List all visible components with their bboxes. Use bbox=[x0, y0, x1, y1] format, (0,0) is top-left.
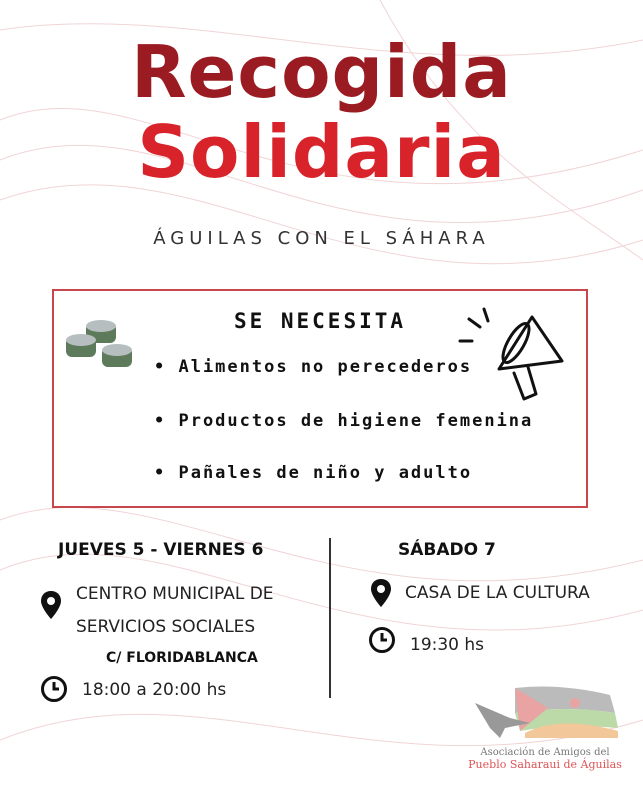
title-line-1: Recogida bbox=[131, 30, 512, 114]
divider bbox=[329, 538, 331, 698]
flag-eagle-logo-icon bbox=[470, 683, 620, 743]
left-place-line-1: CENTRO MUNICIPAL DE bbox=[76, 584, 274, 604]
location-pin-icon bbox=[40, 590, 62, 620]
left-days: JUEVES 5 - VIERNES 6 bbox=[58, 540, 264, 560]
need-item: • Pañales de niño y adulto bbox=[154, 463, 473, 483]
need-item: • Alimentos no perecederos bbox=[154, 357, 473, 377]
needs-box bbox=[52, 289, 588, 508]
location-pin-icon bbox=[370, 578, 392, 608]
megaphone-icon bbox=[454, 299, 574, 409]
left-street: C/ FLORIDABLANCA bbox=[106, 650, 258, 666]
left-time: 18:00 a 20:00 hs bbox=[82, 680, 227, 700]
clock-icon bbox=[368, 626, 396, 654]
right-place: CASA DE LA CULTURA bbox=[405, 583, 590, 603]
cans-icon bbox=[64, 317, 139, 377]
right-time: 19:30 hs bbox=[410, 635, 485, 655]
clock-icon bbox=[40, 675, 68, 703]
logo-line-2: Pueblo Saharaui de Águilas bbox=[468, 758, 622, 771]
association-logo bbox=[455, 683, 635, 771]
title-line-2: Solidaria bbox=[137, 110, 506, 194]
logo-line-1: Asociación de Amigos del bbox=[480, 747, 610, 758]
needs-heading: SE NECESITA bbox=[233, 309, 407, 333]
subtitle: ÁGUILAS CON EL SÁHARA bbox=[153, 228, 490, 249]
right-day: SÁBADO 7 bbox=[398, 540, 496, 560]
left-place-line-2: SERVICIOS SOCIALES bbox=[76, 617, 256, 637]
need-item: • Productos de higiene femenina bbox=[154, 411, 534, 431]
